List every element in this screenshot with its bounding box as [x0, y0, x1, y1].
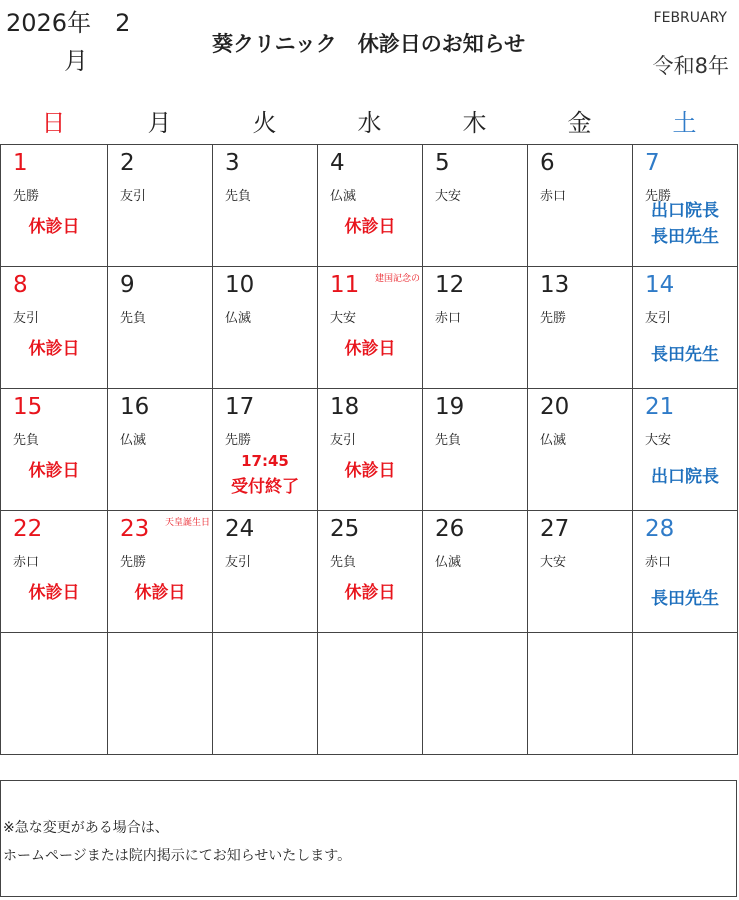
rokuyo-label: 先勝 — [225, 433, 252, 448]
closed-day-label: 休診日 — [28, 217, 80, 237]
rokuyo-label: 友引 — [13, 311, 40, 326]
rokuyo-label: 大安 — [330, 311, 357, 326]
calendar-day-cell — [1, 267, 108, 389]
japanese-era-year: 令和8年 — [652, 54, 729, 78]
day-number: 22 — [13, 516, 43, 542]
calendar-day-cell — [318, 511, 423, 633]
weekday-header — [0, 104, 737, 142]
notice-box — [0, 780, 737, 897]
calendar-day-cell — [1, 145, 108, 267]
rokuyo-label: 仏滅 — [435, 555, 462, 570]
day-number: 9 — [120, 272, 135, 298]
calendar-day-cell — [213, 389, 318, 511]
closed-day-label: 休診日 — [28, 583, 80, 603]
day-number: 25 — [330, 516, 360, 542]
calendar-day-cell — [108, 389, 213, 511]
rokuyo-label: 仏滅 — [540, 433, 567, 448]
calendar-day-cell — [633, 389, 738, 511]
year-month-line1: 2026年 2 — [6, 9, 131, 37]
rokuyo-label: 赤口 — [13, 555, 40, 570]
day-number: 20 — [540, 394, 570, 420]
calendar-week — [1, 633, 738, 755]
weekday-monday: 月 — [147, 109, 172, 137]
calendar-day-cell — [423, 145, 528, 267]
calendar-day-cell — [633, 145, 738, 267]
rokuyo-label: 赤口 — [645, 555, 672, 570]
rokuyo-label: 赤口 — [540, 189, 567, 204]
calendar-week — [1, 267, 738, 389]
day-number: 27 — [540, 516, 570, 542]
rokuyo-label: 友引 — [225, 555, 252, 570]
day-number: 18 — [330, 394, 360, 420]
calendar-day-cell — [213, 145, 318, 267]
rokuyo-label: 先勝 — [120, 555, 147, 570]
calendar-week — [1, 511, 738, 633]
weekday-wednesday: 水 — [357, 109, 382, 137]
day-number: 16 — [120, 394, 150, 420]
weekday-sunday: 日 — [41, 109, 66, 137]
doctor-schedule-label: 出口院長 — [651, 201, 719, 221]
day-number: 10 — [225, 272, 255, 298]
day-number: 5 — [435, 150, 450, 176]
rokuyo-label: 大安 — [645, 433, 672, 448]
calendar-day-cell — [528, 267, 633, 389]
year-month-label — [6, 4, 156, 80]
closed-day-label: 休診日 — [134, 583, 186, 603]
calendar-empty-cell — [423, 633, 528, 755]
closed-day-label: 休診日 — [344, 461, 396, 481]
weekday-thursday: 木 — [462, 109, 487, 137]
calendar-day-cell — [633, 267, 738, 389]
calendar-day-cell — [318, 267, 423, 389]
doctor-schedule-label: 出口院長 — [651, 467, 719, 487]
day-number: 14 — [645, 272, 675, 298]
weekday-friday: 金 — [567, 109, 592, 137]
day-number: 26 — [435, 516, 465, 542]
rokuyo-label: 仏滅 — [330, 189, 357, 204]
calendar-day-cell — [528, 511, 633, 633]
day-number: 23 — [120, 516, 150, 542]
notice-line-2: ホームページまたは院内掲示にてお知らせいたします。 — [3, 848, 352, 864]
closed-day-label: 休診日 — [28, 461, 80, 481]
rokuyo-label: 仏滅 — [225, 311, 252, 326]
day-number: 6 — [540, 150, 555, 176]
rokuyo-label: 赤口 — [435, 311, 462, 326]
calendar-day-cell — [1, 389, 108, 511]
rokuyo-label: 先勝 — [540, 311, 567, 326]
rokuyo-label: 友引 — [645, 311, 672, 326]
calendar-day-cell — [108, 145, 213, 267]
rokuyo-label: 先勝 — [645, 189, 672, 204]
calendar-day-cell — [1, 511, 108, 633]
day-number: 21 — [645, 394, 675, 420]
closed-day-label: 休診日 — [344, 217, 396, 237]
calendar-empty-cell — [1, 633, 108, 755]
rokuyo-label: 先負 — [225, 189, 252, 204]
calendar-day-cell — [108, 267, 213, 389]
day-number: 1 — [13, 150, 28, 176]
day-number: 13 — [540, 272, 570, 298]
rokuyo-label: 仏滅 — [120, 433, 147, 448]
calendar-day-cell — [423, 267, 528, 389]
reception-end-note: 受付終了 — [231, 477, 299, 497]
calendar-day-cell — [423, 389, 528, 511]
day-number: 8 — [13, 272, 28, 298]
day-number: 2 — [120, 150, 135, 176]
calendar-day-cell — [633, 511, 738, 633]
calendar-day-cell — [318, 389, 423, 511]
day-number: 24 — [225, 516, 255, 542]
doctor-schedule-label: 長田先生 — [651, 227, 719, 247]
national-holiday-name: 建国記念の — [374, 274, 420, 284]
day-number: 28 — [645, 516, 675, 542]
calendar-empty-cell — [633, 633, 738, 755]
calendar-day-cell — [423, 511, 528, 633]
calendar-week — [1, 389, 738, 511]
month-english: FEBRUARY — [653, 10, 727, 26]
rokuyo-label: 友引 — [330, 433, 357, 448]
calendar-day-cell — [213, 511, 318, 633]
rokuyo-label: 先勝 — [13, 189, 40, 204]
calendar-day-cell — [528, 389, 633, 511]
day-number: 15 — [13, 394, 43, 420]
calendar-day-cell — [108, 511, 213, 633]
day-number: 12 — [435, 272, 465, 298]
rokuyo-label: 先負 — [120, 311, 147, 326]
weekday-tuesday: 火 — [252, 109, 277, 137]
calendar-day-cell — [528, 145, 633, 267]
national-holiday-name: 天皇誕生日 — [164, 518, 210, 528]
day-number: 19 — [435, 394, 465, 420]
day-number: 17 — [225, 394, 255, 420]
page-title: 葵クリニック 休診日のお知らせ — [212, 32, 526, 56]
calendar-grid — [0, 144, 738, 755]
calendar-empty-cell — [213, 633, 318, 755]
calendar-day-cell — [318, 145, 423, 267]
calendar-empty-cell — [318, 633, 423, 755]
closed-day-label: 休診日 — [28, 339, 80, 359]
day-number: 7 — [645, 150, 660, 176]
rokuyo-label: 大安 — [540, 555, 567, 570]
closed-day-label: 休診日 — [344, 583, 396, 603]
doctor-schedule-label: 長田先生 — [651, 345, 719, 365]
rokuyo-label: 友引 — [120, 189, 147, 204]
calendar-empty-cell — [108, 633, 213, 755]
day-number: 4 — [330, 150, 345, 176]
calendar-day-cell — [213, 267, 318, 389]
closed-day-label: 休診日 — [344, 339, 396, 359]
reception-end-note: 17:45 — [241, 452, 289, 470]
rokuyo-label: 大安 — [435, 189, 462, 204]
day-number: 3 — [225, 150, 240, 176]
doctor-schedule-label: 長田先生 — [651, 589, 719, 609]
notice-line-1: ※急な変更がある場合は、 — [3, 820, 169, 836]
weekday-saturday: 土 — [672, 109, 697, 137]
calendar-week — [1, 145, 738, 267]
rokuyo-label: 先負 — [13, 433, 40, 448]
calendar-empty-cell — [528, 633, 633, 755]
year-month-line2: 月 — [64, 47, 88, 75]
rokuyo-label: 先負 — [330, 555, 357, 570]
day-number: 11 — [330, 272, 360, 298]
rokuyo-label: 先負 — [435, 433, 462, 448]
